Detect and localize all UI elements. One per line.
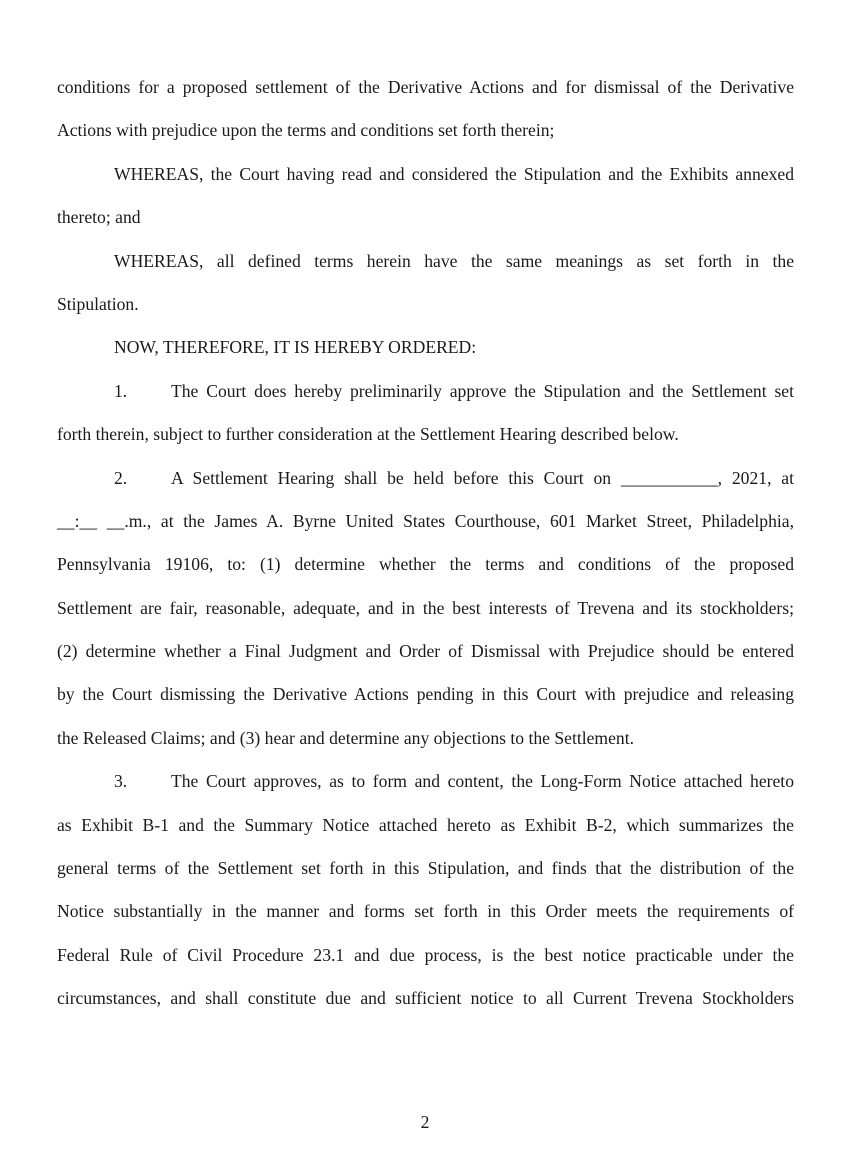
text-line: __:__ __.m., at the James A. Byrne United States Courthouse, 601 Market Street, Philadelphia, <box>57 510 794 531</box>
paragraph-number: 3. <box>114 771 128 792</box>
paragraph-text: A Settlement Hearing shall be held before this Court on ___________, 2021, at <box>171 467 794 488</box>
numbered-paragraph-line <box>57 457 794 500</box>
text-line: the Released Claims; and (3) hear and determine any objections to the Settlement. <box>57 727 634 748</box>
text-line: Stipulation. <box>57 293 139 314</box>
text-line: (2) determine whether a Final Judgment and Order of Dismissal with Prejudice should be entered <box>57 641 794 662</box>
text-line: Actions with prejudice upon the terms and conditions set forth therein; <box>57 120 555 141</box>
text-line: as Exhibit B-1 and the Summary Notice attached hereto as Exhibit B-2, which summarizes the <box>57 814 794 835</box>
text-line: Settlement are fair, reasonable, adequate, and in the best interests of Trevena and its stockholders; <box>57 597 794 618</box>
paragraph-text: The Court does hereby preliminarily approve the Stipulation and the Settlement set <box>171 380 794 401</box>
text-line: Notice substantially in the manner and forms set forth in this Order meets the requirements of <box>57 901 794 922</box>
text-line: forth therein, subject to further consideration at the Settlement Hearing described below. <box>57 424 679 445</box>
text-line: NOW, THEREFORE, IT IS HEREBY ORDERED: <box>114 337 477 358</box>
text-line: conditions for a proposed settlement of the Derivative Actions and for dismissal of the Derivative <box>57 77 794 97</box>
text-line: by the Court dismissing the Derivative Actions pending in this Court with prejudice and releasing <box>57 684 794 705</box>
numbered-paragraph-line <box>57 760 794 803</box>
page-number: 2 <box>420 1112 430 1132</box>
text-line: general terms of the Settlement set forth in this Stipulation, and finds that the distribution of the <box>57 858 794 879</box>
document-body <box>57 66 794 1021</box>
text-block <box>57 66 794 1021</box>
numbered-paragraph-line <box>57 370 794 413</box>
paragraph-text: The Court approves, as to form and content, the Long-Form Notice attached hereto <box>171 771 794 792</box>
text-line: WHEREAS, the Court having read and considered the Stipulation and the Exhibits annexed <box>114 163 794 184</box>
text-line: Federal Rule of Civil Procedure 23.1 and due process, is the best notice practicable under the <box>57 944 794 965</box>
text-line: WHEREAS, all defined terms herein have the same meanings as set forth in the <box>114 250 794 271</box>
paragraph-number: 2. <box>114 467 128 488</box>
paragraph-number: 1. <box>114 380 128 401</box>
text-line: Pennsylvania 19106, to: (1) determine whether the terms and conditions of the proposed <box>57 554 794 575</box>
text-line: thereto; and <box>57 207 141 228</box>
text-line: circumstances, and shall constitute due and sufficient notice to all Current Trevena Stockholders <box>57 988 794 1009</box>
